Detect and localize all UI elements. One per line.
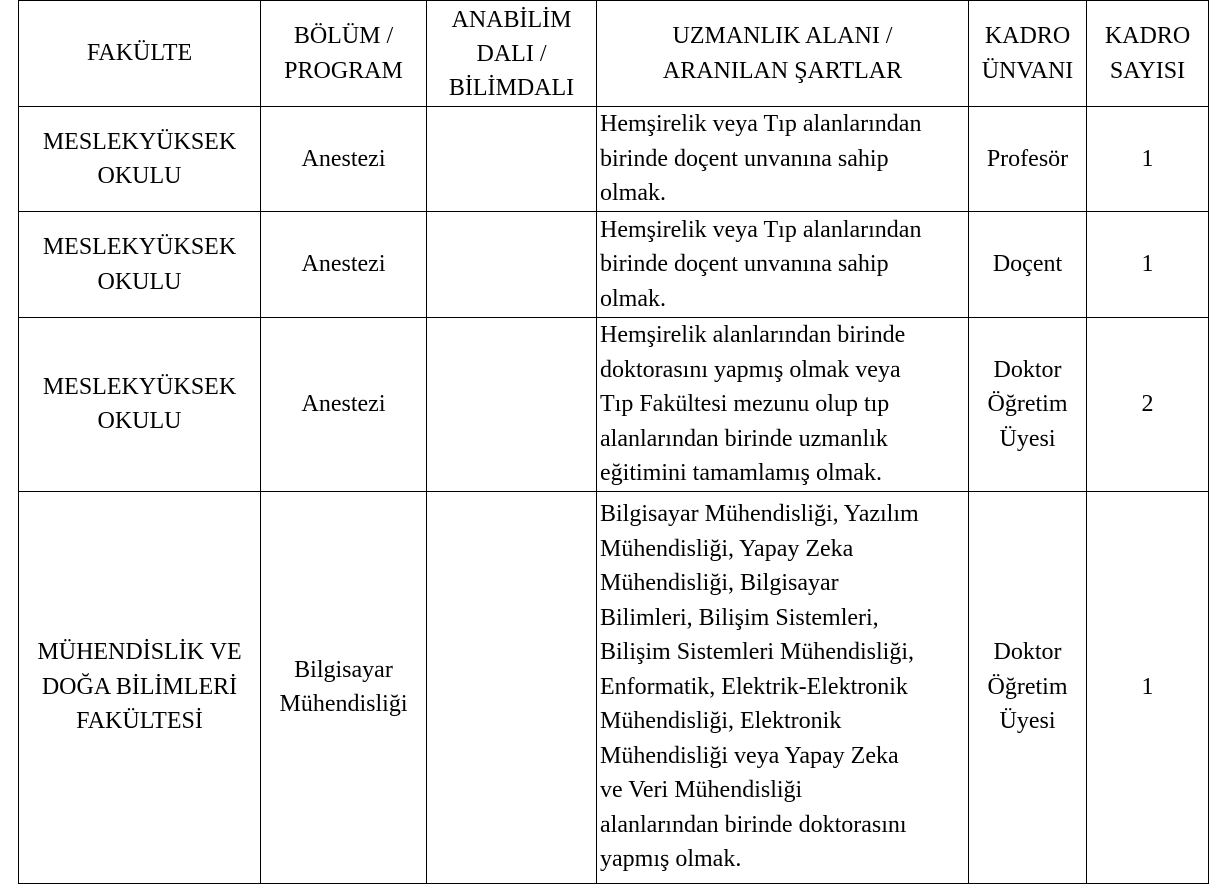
- cell-bolum: Anestezi: [261, 318, 427, 492]
- table-row: [19, 491, 1209, 883]
- cell-sayi: 1: [1087, 107, 1209, 212]
- cell-sartlar: Hemşirelik alanlarından birinde doktorasını yapmış olmak veya Tıp Fakültesi mezunu olup tıp alanlarından birinde uzmanlık eğitimini tamamlamış olmak.: [597, 318, 969, 492]
- cell-sartlar: Bilgisayar Mühendisliği, Yazılım Mühendisliği, Yapay Zeka Mühendisliği, Bilgisayar Bilimleri, Bilişim Sistemleri, Bilişim Sistemleri Mühendisliği, Enformatik, Elektrik-Elektronik Mühendisliği, Elektronik Mühendisliği veya Yapay Zeka ve Veri Mühendisliği alanlarından birinde doktorasını yapmış olmak.: [597, 491, 969, 883]
- cell-sayi: 1: [1087, 212, 1209, 318]
- header-fakulte: FAKÜLTE: [19, 1, 261, 107]
- cell-sayi: 1: [1087, 491, 1209, 883]
- cell-anabilim: [427, 491, 597, 883]
- cell-bolum: Anestezi: [261, 107, 427, 212]
- header-kadro-unvani: KADRO ÜNVANI: [969, 1, 1087, 107]
- cell-unvan: Doktor Öğretim Üyesi: [969, 491, 1087, 883]
- cell-fakulte: MESLEKYÜKSEK OKULU: [19, 212, 261, 318]
- cell-sartlar: Hemşirelik veya Tıp alanlarından birinde doçent unvanına sahip olmak.: [597, 212, 969, 318]
- table-row: [19, 107, 1209, 212]
- cell-unvan: Profesör: [969, 107, 1087, 212]
- cell-fakulte: MESLEKYÜKSEK OKULU: [19, 318, 261, 492]
- staff-position-table: [18, 0, 1209, 884]
- cell-bolum: Bilgisayar Mühendisliği: [261, 491, 427, 883]
- cell-fakulte: MESLEKYÜKSEK OKULU: [19, 107, 261, 212]
- cell-anabilim: [427, 107, 597, 212]
- cell-anabilim: [427, 318, 597, 492]
- cell-sayi: 2: [1087, 318, 1209, 492]
- cell-anabilim: [427, 212, 597, 318]
- table-row: [19, 318, 1209, 492]
- table-row: [19, 212, 1209, 318]
- cell-fakulte: MÜHENDİSLİK VE DOĞA BİLİMLERİ FAKÜLTESİ: [19, 491, 261, 883]
- cell-bolum: Anestezi: [261, 212, 427, 318]
- header-anabilim: ANABİLİM DALI / BİLİMDALI: [427, 1, 597, 107]
- cell-unvan: Doktor Öğretim Üyesi: [969, 318, 1087, 492]
- header-bolum: BÖLÜM / PROGRAM: [261, 1, 427, 107]
- header-row: [19, 1, 1209, 107]
- cell-unvan: Doçent: [969, 212, 1087, 318]
- header-uzmanlik: UZMANLIK ALANI / ARANILAN ŞARTLAR: [597, 1, 969, 107]
- cell-sartlar: Hemşirelik veya Tıp alanlarından birinde doçent unvanına sahip olmak.: [597, 107, 969, 212]
- header-kadro-sayisi: KADRO SAYISI: [1087, 1, 1209, 107]
